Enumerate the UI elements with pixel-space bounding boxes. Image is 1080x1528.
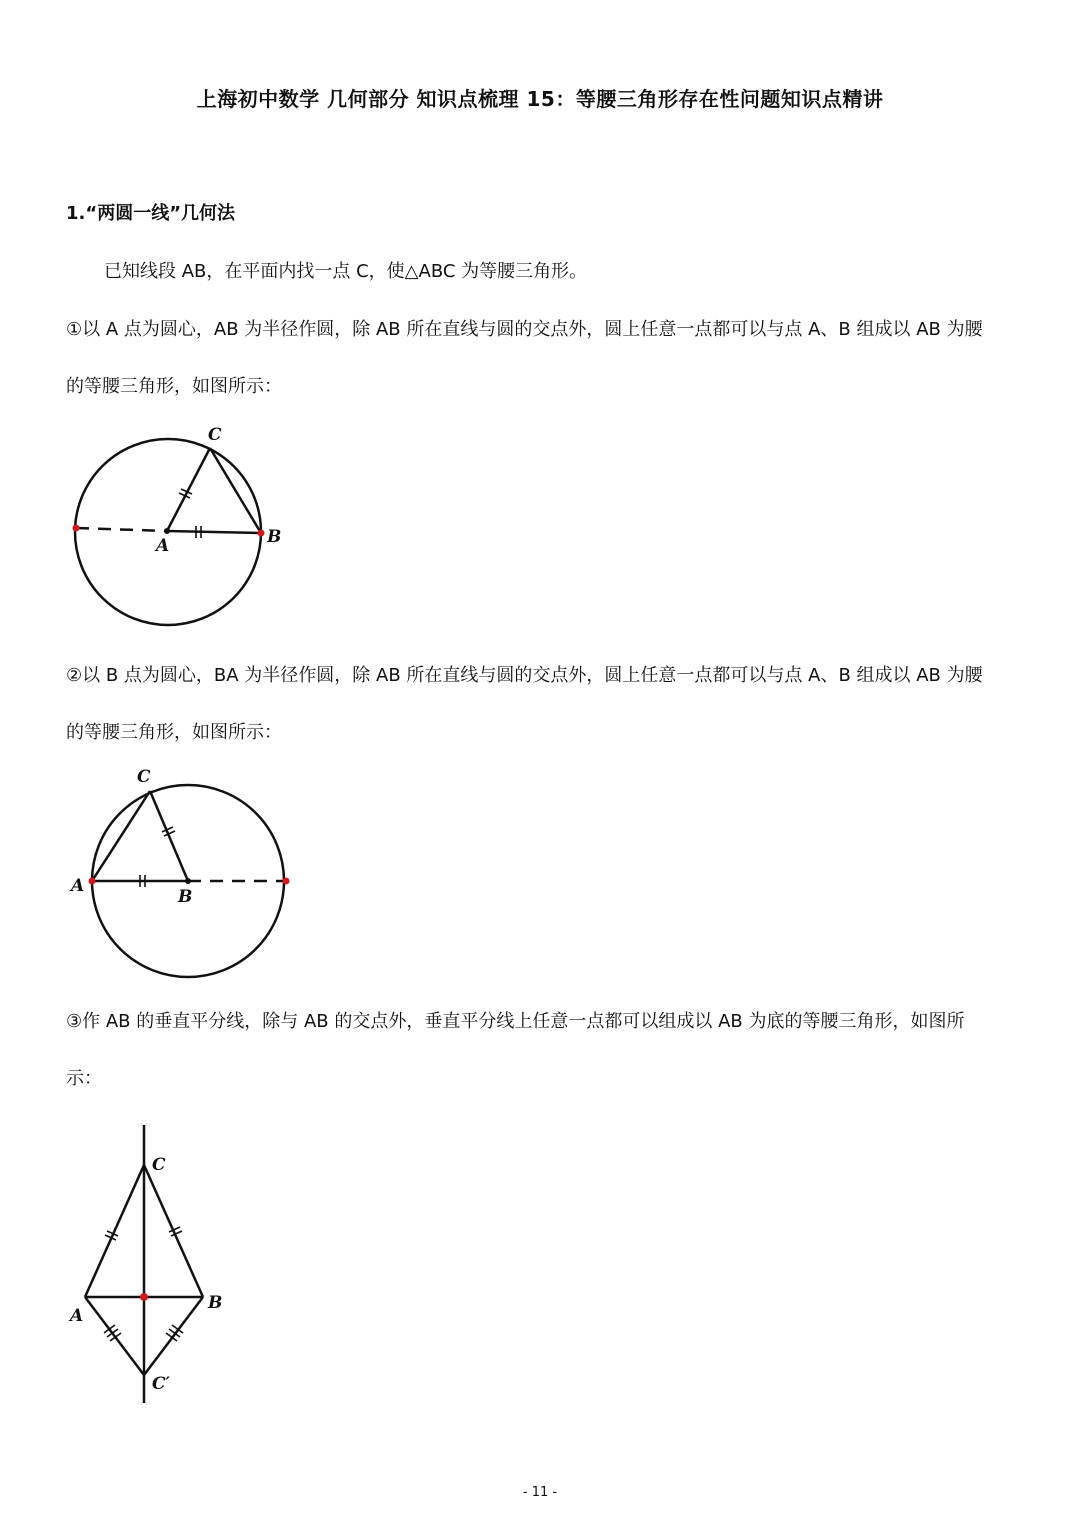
section-heading: 1.“两圆一线”几何法 xyxy=(66,203,236,224)
figure-circle-center-a xyxy=(60,420,300,635)
segment-bc-prime xyxy=(144,1297,203,1375)
label-a: A xyxy=(156,536,170,556)
item-2-line-1: ②以 B 点为圆心，BA 为半径作圆，除 AB 所在直线与圆的交点外，圆上任意一点都可以与点 A、B 组成以 AB 为腰 xyxy=(66,665,983,686)
label-c: C xyxy=(152,1155,166,1175)
segment-ab xyxy=(167,531,261,533)
point-a xyxy=(164,528,170,534)
segment-ac xyxy=(92,791,150,881)
item-2-line-2: 的等腰三角形，如图所示： xyxy=(66,722,282,743)
intersection-point-left xyxy=(73,525,80,532)
intersection-point-right xyxy=(283,878,290,885)
label-b: B xyxy=(178,887,193,907)
item-3-line-1: ③作 AB 的垂直平分线，除与 AB 的交点外，垂直平分线上任意一点都可以组成以 AB 为底的等腰三角形，如图所 xyxy=(66,1011,965,1032)
label-c: C xyxy=(137,767,151,787)
segment-ac-prime xyxy=(85,1297,144,1375)
point-b xyxy=(258,530,265,537)
figure-perpendicular-bisector xyxy=(60,1115,260,1415)
intro-paragraph: 已知线段 AB，在平面内找一点 C，使△ABC 为等腰三角形。 xyxy=(104,261,588,282)
item-1-line-1: ①以 A 点为圆心，AB 为半径作圆，除 AB 所在直线与圆的交点外，圆上任意一点都可以与点 A、B 组成以 AB 为腰 xyxy=(66,319,983,340)
segment-bc xyxy=(144,1165,203,1297)
point-b xyxy=(185,878,191,884)
segment-bc xyxy=(210,448,261,533)
figure-circle-center-b xyxy=(60,760,310,985)
dashed-diameter xyxy=(76,528,167,531)
item-3-line-2: 示： xyxy=(66,1068,102,1089)
label-b: B xyxy=(267,527,282,547)
label-b: B xyxy=(208,1293,223,1313)
midpoint xyxy=(140,1293,148,1301)
segment-ac xyxy=(85,1165,144,1297)
point-a xyxy=(89,878,96,885)
segment-bc xyxy=(150,791,188,881)
label-a: A xyxy=(70,1306,84,1326)
segment-ac xyxy=(167,448,210,531)
label-c: C xyxy=(208,425,222,445)
page-number: - 11 - xyxy=(522,1485,558,1500)
item-1-line-2: 的等腰三角形，如图所示： xyxy=(66,376,282,397)
label-c-prime: C′ xyxy=(152,1374,171,1394)
label-a: A xyxy=(71,876,85,896)
page-title: 上海初中数学 几何部分 知识点梳理 15：等腰三角形存在性问题知识点精讲 xyxy=(196,87,884,111)
